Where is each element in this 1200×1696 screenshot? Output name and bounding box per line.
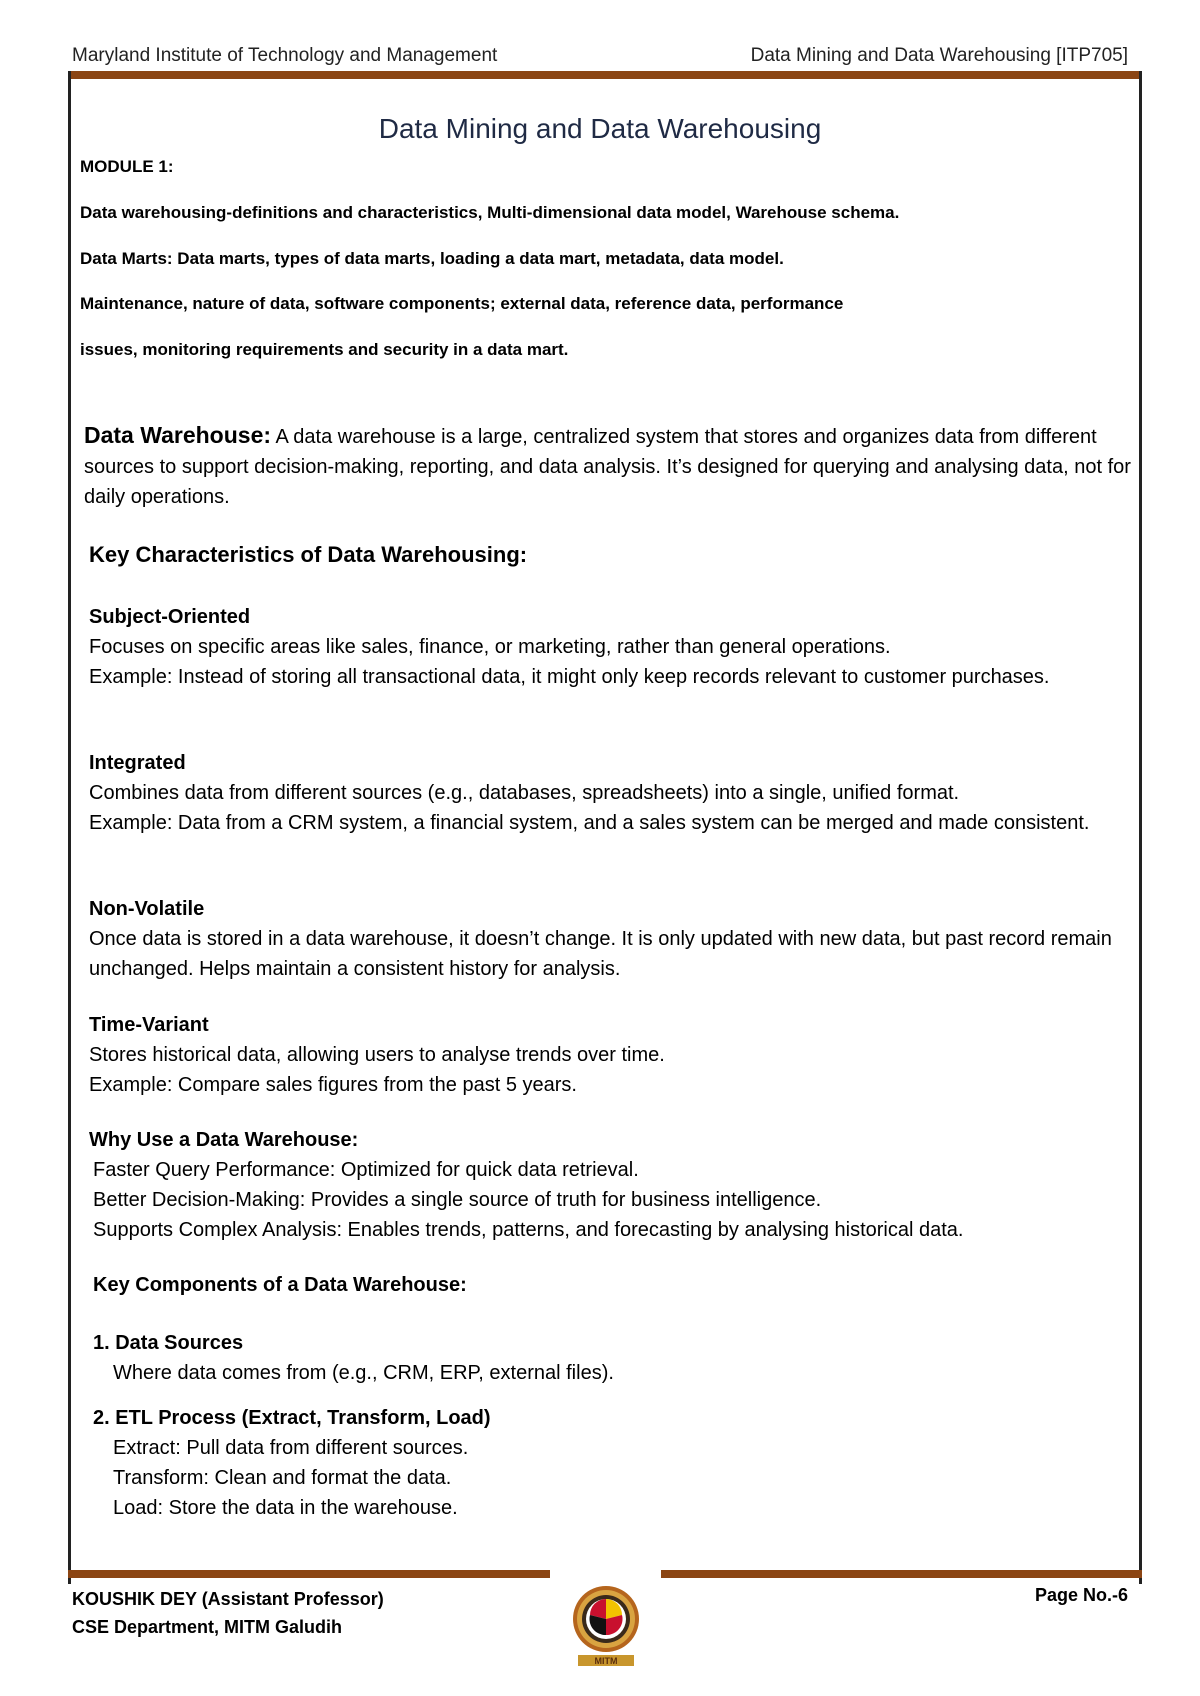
- component-line: Transform: Clean and format the data.: [113, 1467, 452, 1489]
- characteristic-example: Example: Data from a CRM system, a financial system, and a sales system can be merged and made consistent.: [89, 812, 1090, 834]
- components-section: [89, 1270, 1129, 1300]
- why-item: Faster Query Performance: Optimized for quick data retrieval.: [93, 1159, 639, 1181]
- header-rule: [68, 71, 1142, 79]
- header-course: Data Mining and Data Warehousing [ITP705]: [750, 45, 1128, 66]
- module-line-3: Maintenance, nature of data, software components; external data, reference data, performance: [80, 294, 844, 313]
- characteristic-non-volatile: [89, 894, 1129, 984]
- footer-rule-left: [68, 1570, 550, 1578]
- why-heading: Why Use a Data Warehouse:: [89, 1129, 359, 1151]
- component-line: Extract: Pull data from different sources.: [113, 1437, 469, 1459]
- characteristic-text: Combines data from different sources (e.g., databases, spreadsheets) into a single, unified format.: [89, 782, 960, 804]
- why-item: Supports Complex Analysis: Enables trends, patterns, and forecasting by analysing historical data.: [93, 1219, 964, 1241]
- institute-seal-icon: [570, 1585, 642, 1667]
- page-border-left: [68, 71, 71, 1584]
- components-heading: Key Components of a Data Warehouse:: [93, 1274, 467, 1296]
- module-line-2: Data Marts: Data marts, types of data marts, loading a data mart, metadata, data model.: [80, 249, 784, 268]
- footer-rule-right: [661, 1570, 1142, 1578]
- component-etl: [89, 1403, 1129, 1523]
- module-line-4: issues, monitoring requirements and security in a data mart.: [80, 340, 569, 359]
- header-institute: Maryland Institute of Technology and Management: [72, 45, 498, 66]
- page-title: Data Mining and Data Warehousing: [378, 113, 822, 144]
- footer-department: CSE Department, MITM Galudih: [72, 1617, 343, 1637]
- characteristic-time-variant: [89, 1010, 1129, 1100]
- characteristic-example: Example: Compare sales figures from the past 5 years.: [89, 1074, 577, 1096]
- module-label: MODULE 1:: [80, 157, 174, 176]
- definition-text: A data warehouse is a large, centralized system that stores and organizes data from different sources to support decision-making, reporting, and data analysis. It’s designed for querying and analysing data, not for daily operations.: [84, 426, 1131, 508]
- component-title: 1. Data Sources: [93, 1332, 244, 1354]
- seal-label: MITM: [594, 1656, 618, 1666]
- characteristic-title: Time-Variant: [89, 1014, 209, 1036]
- characteristic-text: Once data is stored in a data warehouse, it doesn’t change. It is only updated with new data, but past record remain unchanged. Helps maintain a consistent history for analysis.: [89, 928, 1112, 980]
- component-line: Load: Store the data in the warehouse.: [113, 1497, 458, 1519]
- characteristics-heading: Key Characteristics of Data Warehousing:: [89, 542, 528, 567]
- page-border-right: [1139, 71, 1142, 1584]
- characteristic-title: Non-Volatile: [89, 898, 205, 920]
- characteristic-text: Focuses on specific areas like sales, finance, or marketing, rather than general operations.: [89, 636, 891, 658]
- characteristic-integrated: [89, 748, 1129, 838]
- component-line: Where data comes from (e.g., CRM, ERP, external files).: [113, 1362, 614, 1384]
- why-item: Better Decision-Making: Provides a single source of truth for business intelligence.: [93, 1189, 822, 1211]
- definition-term: Data Warehouse:: [84, 422, 272, 448]
- module-line-1: Data warehousing-definitions and characteristics, Multi-dimensional data model, Warehouse schema.: [80, 203, 900, 222]
- component-title: 2. ETL Process (Extract, Transform, Load): [93, 1407, 491, 1429]
- component-data-sources: [89, 1328, 1129, 1388]
- characteristic-title: Subject-Oriented: [89, 606, 251, 628]
- characteristic-text: Stores historical data, allowing users to analyse trends over time.: [89, 1044, 665, 1066]
- characteristic-example: Example: Instead of storing all transactional data, it might only keep records relevant to customer purchases.: [89, 666, 1050, 688]
- footer-author: KOUSHIK DEY (Assistant Professor): [72, 1589, 384, 1609]
- characteristic-title: Integrated: [89, 752, 186, 774]
- footer-author-block: [72, 1585, 384, 1641]
- why-section: [89, 1125, 1129, 1245]
- footer-page-number: Page No.-6: [1034, 1585, 1128, 1605]
- definition-paragraph: [84, 420, 1134, 512]
- characteristic-subject-oriented: [89, 602, 1129, 692]
